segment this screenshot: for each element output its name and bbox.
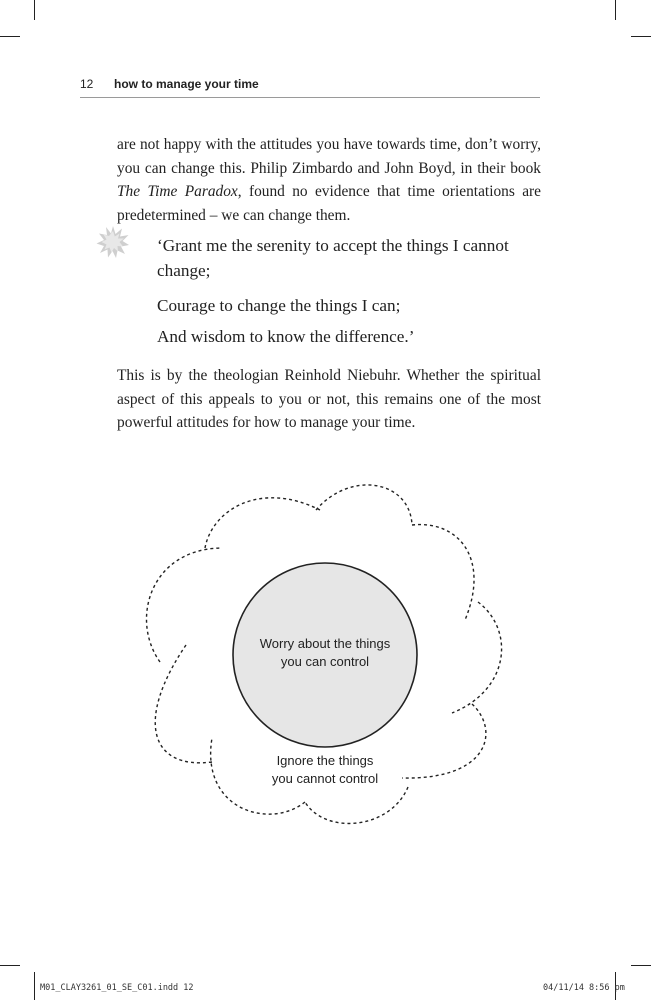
- quote-line-2: Courage to change the things I can;: [157, 296, 401, 315]
- quote-line-1: ‘Grant me the serenity to accept the things I cannot change;: [157, 236, 509, 280]
- paragraph-text-end: , found no evidence that time orientations are predetermined – we can change them.: [117, 183, 541, 224]
- crop-mark-top-right: [615, 0, 616, 20]
- slug-datetime: 04/11/14 8:56 pm: [543, 983, 625, 993]
- inner-label-line-2: you can control: [280, 654, 370, 669]
- outer-label-line-2: you cannot control: [271, 771, 379, 786]
- crop-mark-top-right-h: [631, 36, 651, 37]
- page-number: 12: [80, 77, 94, 91]
- crop-mark-bottom-right-h: [631, 965, 651, 966]
- inner-label-line-1: Worry about the things: [259, 636, 391, 651]
- starburst-icon: [96, 225, 130, 259]
- crop-mark-bottom-left-h: [0, 965, 20, 966]
- body-paragraph-1: [117, 133, 541, 227]
- body-paragraph-2: This is by the theologian Reinhold Niebuhr. Whether the spiritual aspect of this appeals to you or not, this remains one of the most powerful attitudes for how to manage your time.: [117, 367, 541, 431]
- page-header: [80, 77, 540, 98]
- quote-line-3: And wisdom to know the difference.’: [157, 327, 415, 346]
- outer-label: [225, 752, 425, 788]
- paragraph-text: are not happy with the attitudes you have towards time, don’t worry, you can change this. Philip Zimbardo and John Boyd, in their book: [117, 136, 541, 177]
- inner-label: [225, 635, 425, 671]
- book-title: The Time Paradox: [117, 183, 238, 200]
- circle-of-control-diagram: [120, 470, 520, 840]
- crop-mark-top-left-h: [0, 36, 20, 37]
- outer-label-line-1: Ignore the things: [276, 753, 374, 768]
- crop-mark-bottom-left: [34, 972, 35, 1000]
- running-head: how to manage your time: [114, 77, 259, 91]
- slug-filename: M01_CLAY3261_01_SE_C01.indd 12: [40, 983, 194, 993]
- crop-mark-top-left: [34, 0, 35, 20]
